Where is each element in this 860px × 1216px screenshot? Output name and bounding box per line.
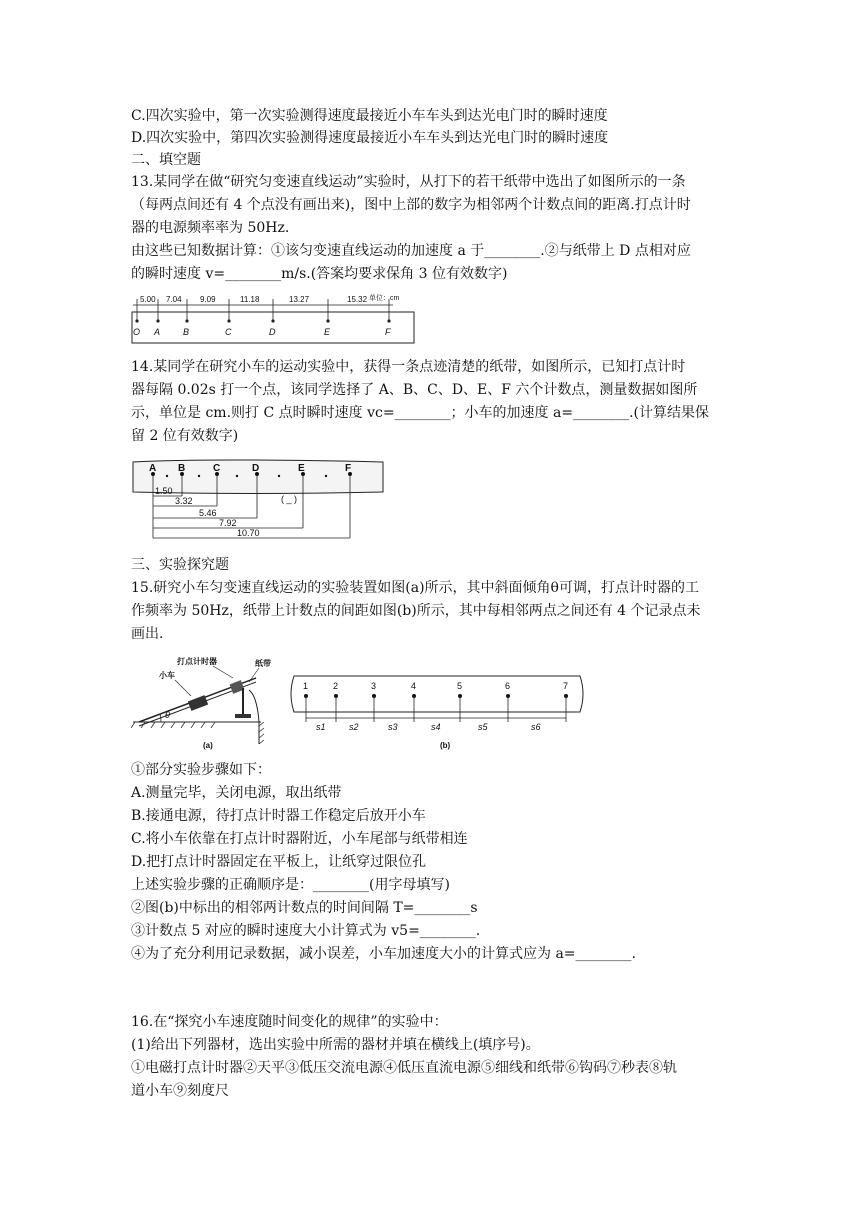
segment-label: s6 <box>531 722 541 732</box>
point-label: B <box>183 327 190 337</box>
point-label: O <box>133 327 141 337</box>
distance-label: 7.04 <box>166 295 182 304</box>
tape-mark: ( _ ) <box>281 494 298 504</box>
option-c: C.四次实验中，第一次实验测得速度最接近小车车头到达光电门时的瞬时速度 <box>131 108 608 124</box>
q15-line1: 15.研究小车匀变速直线运动的实验装置如图(a)所示，其中斜面倾角θ可调，打点计时器的工 <box>131 580 699 596</box>
label-car: 小车 <box>159 671 175 680</box>
steps-order-question: 上述实验步骤的正确顺序是：________(用字母填写) <box>131 877 450 893</box>
point-label: D <box>269 327 276 337</box>
segment-label: s2 <box>349 722 359 732</box>
measure-label: 3.32 <box>175 496 193 506</box>
measure-label: 1.50 <box>155 486 173 496</box>
point-label: E <box>324 327 331 337</box>
distance-label: 11.18 <box>240 295 260 304</box>
section-heading-fill: 二、填空题 <box>131 152 201 168</box>
q13-line3: 器的电源频率率为 50Hz. <box>131 220 290 236</box>
q16-line4: 道小车⑨刻度尺 <box>131 1083 229 1099</box>
distance-label: 13.27 <box>289 295 310 304</box>
point-label: C <box>213 463 221 474</box>
point-label: F <box>385 327 391 337</box>
segment-label: s4 <box>431 722 441 732</box>
q15-line3: 画出. <box>131 626 164 642</box>
q13-line1: 13.某同学在做“研究匀变速直线运动”实验时，从打下的若干纸带中选出了如图所示的一条 <box>131 174 686 190</box>
caption-a: (a) <box>203 741 213 750</box>
q14-line3: 示，单位是 cm.则打 C 点时瞬时速度 vc=________；小车的加速度 a=________.(计算结果保 <box>131 405 709 421</box>
measure-label: 10.70 <box>237 528 260 538</box>
label-tape: 纸带 <box>255 659 271 668</box>
step-a: A.测量完毕，关闭电源，取出纸带 <box>131 785 342 801</box>
steps-intro: ①部分实验步骤如下： <box>131 762 271 778</box>
interval-question: ②图(b)中标出的相邻两计数点的时间间隔 T=________s <box>131 900 478 916</box>
point-label: F <box>345 463 352 474</box>
point-label: 7 <box>563 681 569 691</box>
point-label: A <box>149 463 157 474</box>
point-label: E <box>298 463 305 474</box>
q14-line1: 14.某同学在研究小车的运动实验中，获得一条点迹清楚的纸带，如图所示，已知打点计时 <box>131 359 686 375</box>
velocity-question: ③计数点 5 对应的瞬时速度大小计算式为 v5=________. <box>131 923 481 939</box>
point-label: A <box>154 327 161 337</box>
step-c: C.将小车依靠在打点计时器附近，小车尾部与纸带相连 <box>131 831 468 847</box>
point-label: 4 <box>411 681 417 691</box>
distance-label: 9.09 <box>200 295 216 304</box>
tape-figure-13 <box>131 291 416 345</box>
measure-label: 7.92 <box>219 518 237 528</box>
segment-label: s3 <box>388 722 398 732</box>
section-heading-experiment: 三、实验探究题 <box>131 557 229 573</box>
q16-line1: 16.在“探究小车速度随时间变化的规律”的实验中： <box>131 1014 448 1030</box>
caption-b: (b) <box>440 741 451 750</box>
measure-label: 5.46 <box>199 508 217 518</box>
q14-line2: 器每隔 0.02s 打一个点，该同学选择了 A、B、C、D、E、F 六个计数点，测量数据如图所 <box>131 382 698 398</box>
point-label: 3 <box>371 681 377 691</box>
point-label: 2 <box>333 681 339 691</box>
tape-figure-14 <box>131 452 386 544</box>
point-label: 1 <box>303 681 309 691</box>
point-label: 6 <box>505 681 511 691</box>
q13-line2: （每两点间还有 4 个点没有画出来)，图中上部的数字为相邻两个计数点间的距离.打点计时 <box>131 197 691 213</box>
angle-label: θ <box>165 710 170 720</box>
step-d: D.把打点计时器固定在平板上，让纸穿过限位孔 <box>131 854 427 870</box>
q15-line2: 作频率为 50Hz，纸带上计数点的间距如图(b)所示，其中每相邻两点之间还有 4 个记录点未 <box>131 603 701 619</box>
label-timer: 打点计时器 <box>177 657 217 666</box>
segment-label: s1 <box>316 722 326 732</box>
distance-label: 15.32 <box>347 295 368 304</box>
distance-label: 5.00 <box>140 295 156 304</box>
point-label: B <box>178 463 186 474</box>
q13-line5: 的瞬时速度 v=________m/s.(答案均要求保角 3 位有效数字) <box>131 266 508 282</box>
segment-label: s5 <box>478 722 488 732</box>
point-label: 5 <box>457 681 463 691</box>
apparatus-figure-a <box>131 652 276 752</box>
acceleration-question: ④为了充分利用记录数据，减小误差，小车加速度大小的计算式应为 a=________. <box>131 946 636 962</box>
q13-line4: 由这些已知数据计算：①该匀变速直线运动的加速度 a 于________.②与纸带上 D 点相对应 <box>131 243 691 259</box>
step-b: B.接通电源，待打点计时器工作稳定后放开小车 <box>131 808 426 824</box>
point-label: C <box>225 327 232 337</box>
option-d: D.四次实验中，第四次实验测得速度最接近小车车头到达光电门时的瞬时速度 <box>131 130 609 146</box>
tape-figure-b <box>290 672 590 752</box>
q16-line2: (1)给出下列器材，选出实验中所需的器材并填在横线上(填序号)。 <box>131 1037 540 1053</box>
point-label: D <box>252 463 260 474</box>
q16-line3: ①电磁打点计时器②天平③低压交流电源④低压直流电源⑤细线和纸带⑥钩码⑦秒表⑧轨 <box>131 1060 677 1076</box>
unit-label: 单位：cm <box>369 295 400 302</box>
q14-line4: 留 2 位有效数字) <box>131 428 239 444</box>
